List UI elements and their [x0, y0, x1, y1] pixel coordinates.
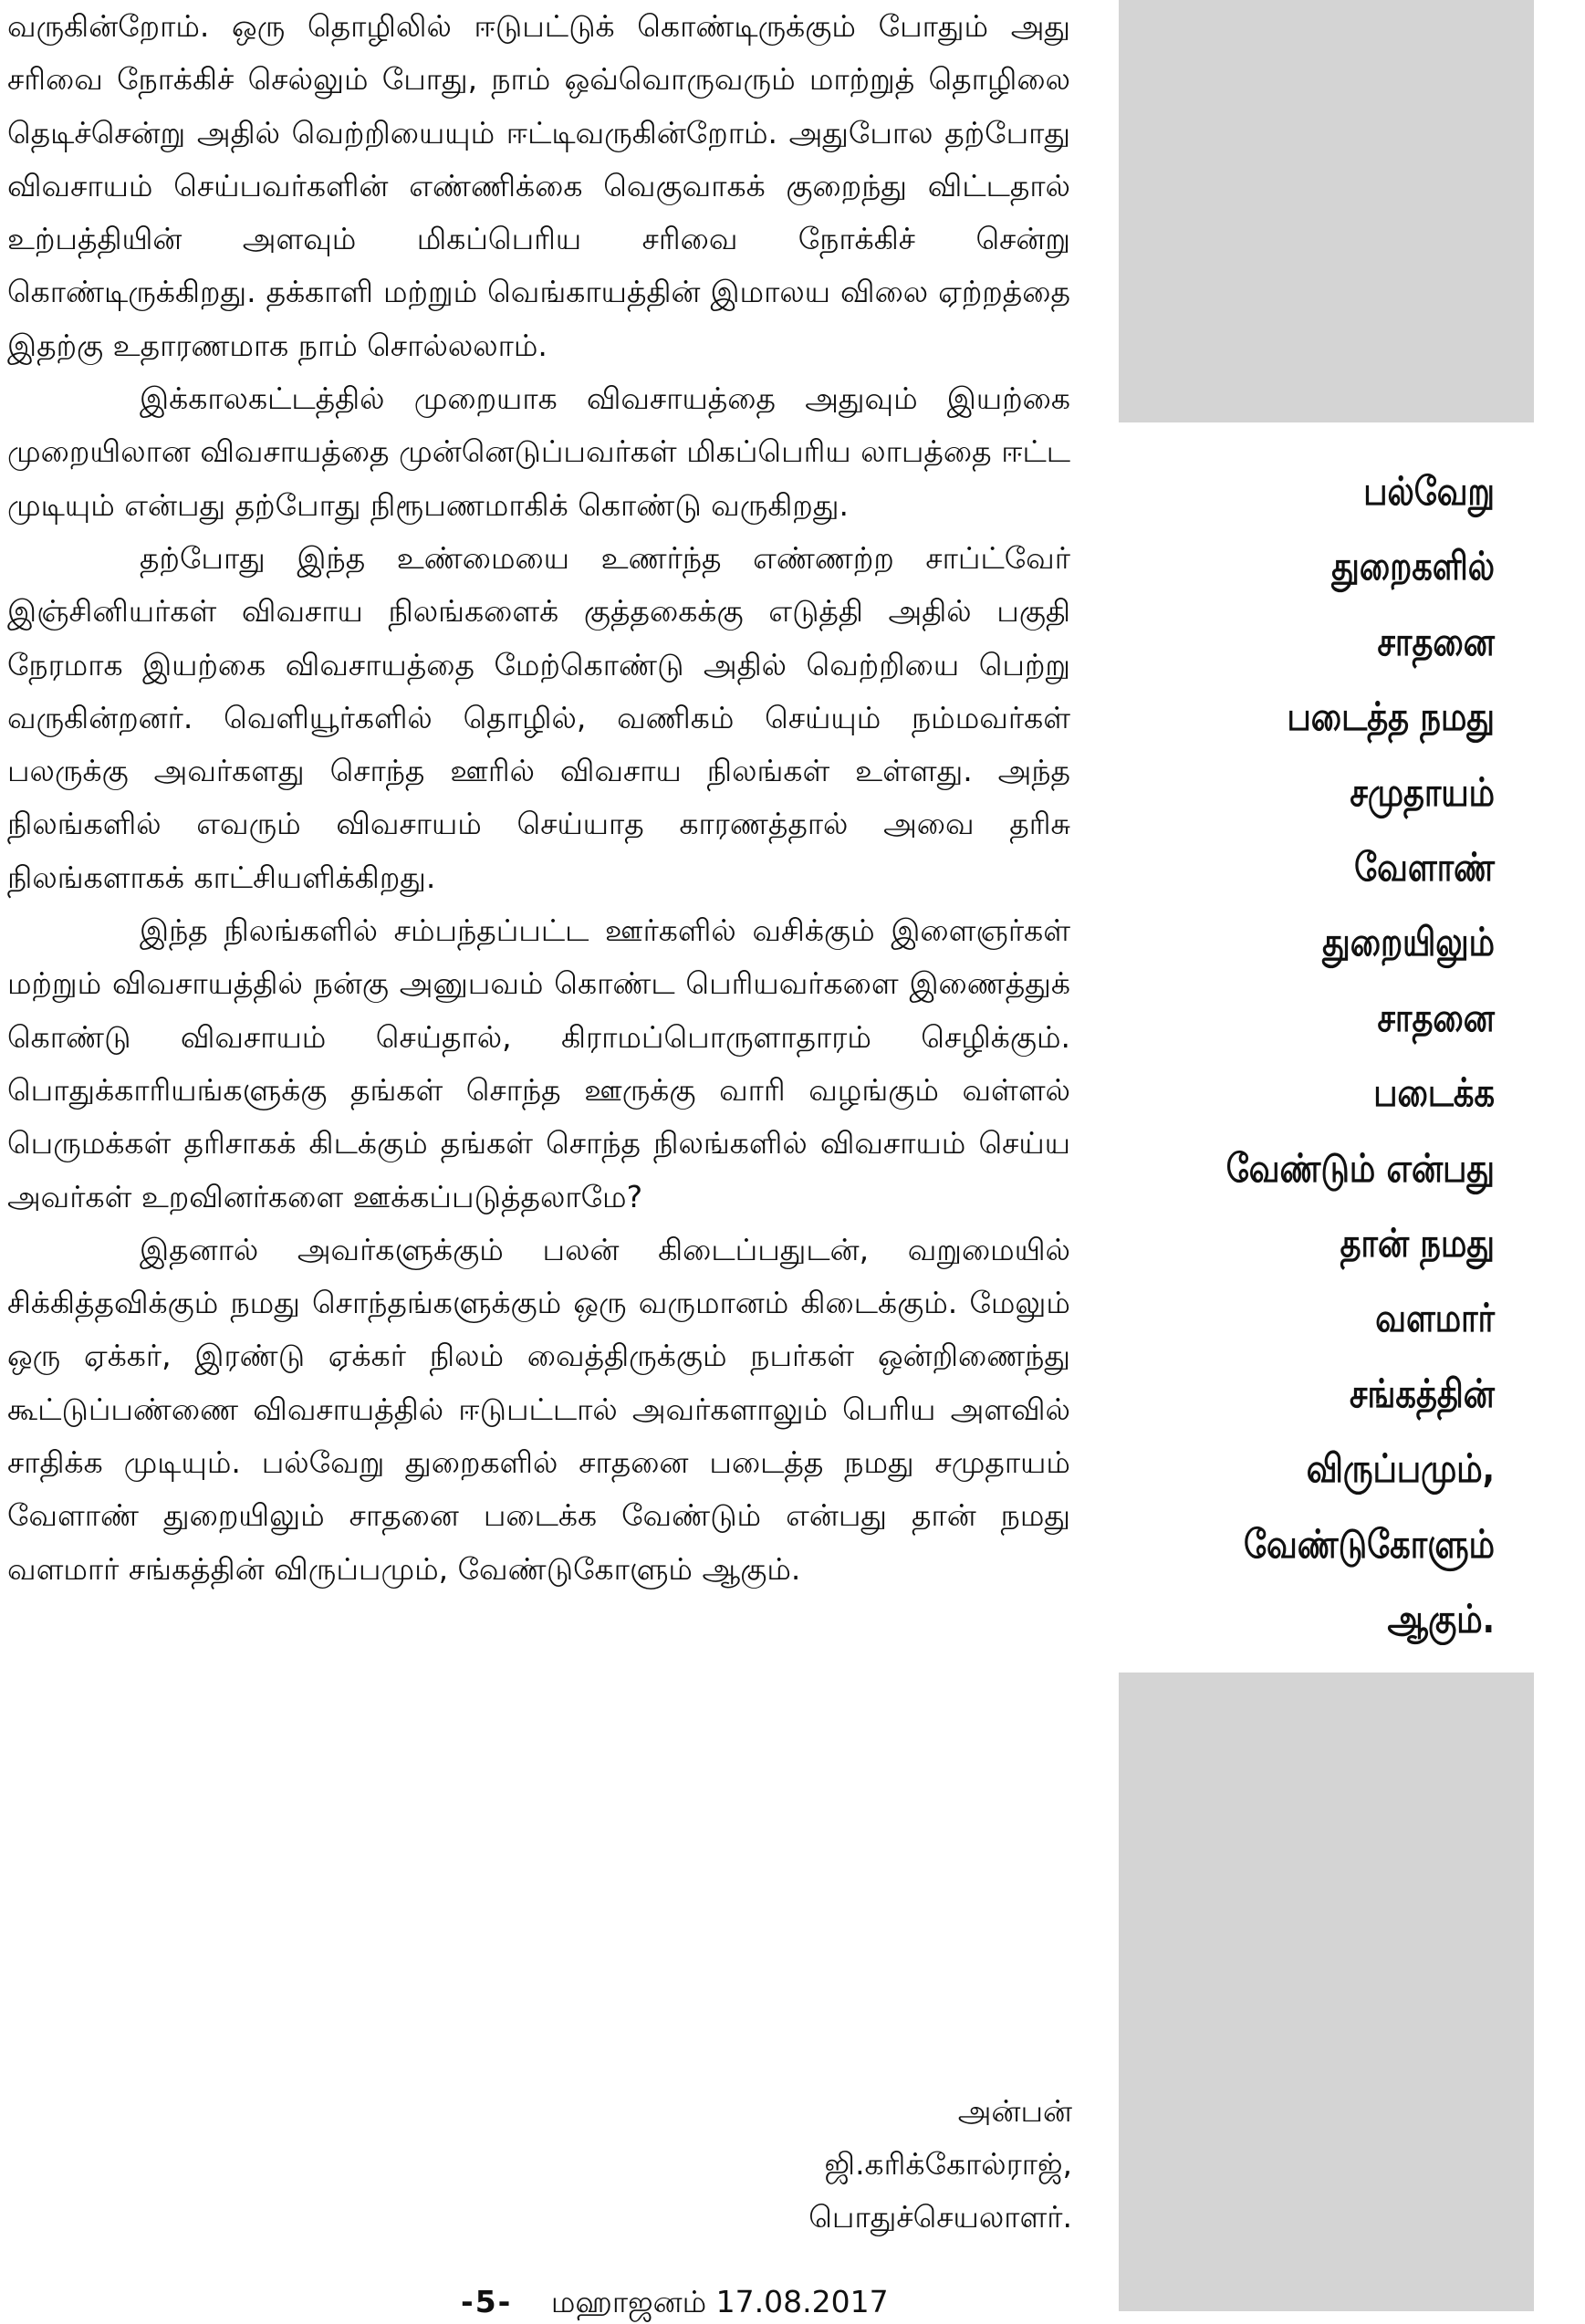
pull-quote-line: விருப்பமும்,: [1306, 1446, 1495, 1493]
signature-designation: பொதுச்செயலாளர்.: [808, 2199, 1072, 2235]
signature-name: ஜி.கரிக்கோல்ராஜ்,: [824, 2146, 1072, 2182]
pull-quote-line: ஆகும்.: [1387, 1597, 1495, 1643]
pull-quote-line: படைத்த நமது: [1287, 694, 1495, 741]
article-paragraph: வருகின்றோம். ஒரு தொழிலில் ஈடுபட்டுக் கொண்டிருக்கும் போதும் அது சரிவை நோக்கிச் செல்லும் போது, நாம் ஒவ்வொருவரும் மாற்றுத் தொழிலை தெடிச்சென்று அதில் வெற்றியையும் ஈட்டிவருகின்றோம். அதுபோல தற்போது விவசாயம் செய்பவர்களின் எண்ணிக்கை வெகுவாகக் குறைந்து விட்டதால் உற்பத்தியின் அளவும் மிகப்பெரிய சரிவை நோக்கிச் சென்று கொண்டிருக்கிறது. தக்காளி மற்றும் வெங்காயத்தின் இமாலய விலை ஏற்றத்தை இதற்கு உதாரணமாக நாம் சொல்லலாம்.: [7, 8, 1070, 363]
page-footer: [461, 2284, 889, 2324]
pull-quote-line: துறைகளில்: [1331, 544, 1495, 590]
article-paragraph: தற்போது இந்த உண்மையை உணர்ந்த எண்ணற்ற சாப்ட்வேர் இஞ்சினியர்கள் விவசாய நிலங்களைக் குத்தகைக்கு எடுத்தி அதில் பகுதி நேரமாக இயற்கை விவசாயத்தை மேற்கொண்டு அதில் வெற்றியை பெற்று வருகின்றனர். வெளியூர்களில் தொழில், வணிகம் செய்யும் நம்மவர்கள் பலருக்கு அவர்களது சொந்த ஊரில் விவசாய நிலங்கள் உள்ளது. அந்த நிலங்களில் எவரும் விவசாயம் செய்யாத காரணத்தால் அவை தரிசு நிலங்களாகக் காட்சியளிக்கிறது.: [7, 539, 1070, 895]
article-body: [7, 0, 1070, 1596]
pull-quote-line: தான் நமது: [1340, 1221, 1495, 1267]
publication-info: மஹாஜனம் 17.08.2017: [550, 2284, 889, 2319]
pull-quote-line: வளமார்: [1375, 1296, 1495, 1342]
pull-quote-line: படைக்க: [1373, 1070, 1495, 1117]
pull-quote-line: சமுதாயம்: [1350, 769, 1495, 816]
article-paragraph: இதனால் அவர்களுக்கும் பலன் கிடைப்பதுடன், வறுமையில் சிக்கித்தவிக்கும் நமது சொந்தங்களுக்கும் ஒரு வருமானம் கிடைக்கும். மேலும் ஒரு ஏக்கர், இரண்டு ஏக்கர் நிலம் வைத்திருக்கும் நபர்கள் ஒன்றிணைந்து கூட்டுப்பண்ணை விவசாயத்தில் ஈடுபட்டால் அவர்களாலும் பெரிய அளவில் சாதிக்க முடியும். பல்வேறு துறைகளில் சாதனை படைத்த நமது சமுதாயம் வேளாண் துறையிலும் சாதனை படைக்க வேண்டும் என்பது தான் நமது வளமார் சங்கத்தின் விருப்பமும், வேண்டுகோளும் ஆகும்.: [7, 1231, 1070, 1587]
pull-quote-line: சாதனை: [1377, 619, 1495, 665]
grey-panel-bottom: [1119, 1673, 1534, 2311]
pull-quote-line: சாதனை: [1377, 995, 1495, 1041]
pull-quote: [1174, 454, 1495, 1658]
grey-panel-top: [1119, 0, 1534, 422]
signature-block: [808, 2085, 1072, 2244]
pull-quote-line: துறையிலும்: [1322, 920, 1495, 966]
pull-quote-line: பல்வேறு: [1363, 469, 1495, 515]
article-paragraph: இக்காலகட்டத்தில் முறையாக விவசாயத்தை அதுவும் இயற்கை முறையிலான விவசாயத்தை முன்னெடுப்பவர்கள் மிகப்பெரிய லாபத்தை ஈட்ட முடியும் என்பது தற்போது நிரூபணமாகிக் கொண்டு வருகிறது.: [7, 380, 1070, 523]
pull-quote-line: வேண்டும் என்பது: [1225, 1145, 1495, 1192]
page-number: -5-: [461, 2284, 513, 2319]
pull-quote-line: சங்கத்தின்: [1349, 1370, 1495, 1417]
signature-salutation: அன்பன்: [957, 2093, 1072, 2129]
sidebar: [1104, 0, 1526, 2308]
pull-quote-line: வேண்டுகோளும்: [1244, 1521, 1495, 1568]
pull-quote-line: வேளாண்: [1354, 845, 1495, 891]
article-paragraph: இந்த நிலங்களில் சம்பந்தப்பட்ட ஊர்களில் வசிக்கும் இளைஞர்கள் மற்றும் விவசாயத்தில் நன்கு அனுபவம் கொண்ட பெரியவர்களை இணைத்துக் கொண்டு விவசாயம் செய்தால், கிராமப்பொருளாதாரம் செழிக்கும். பொதுக்காரியங்களுக்கு தங்கள் சொந்த ஊருக்கு வாரி வழங்கும் வள்ளல் பெருமக்கள் தரிசாகக் கிடக்கும் தங்கள் சொந்த நிலங்களில் விவசாயம் செய்ய அவர்கள் உறவினர்களை ஊக்கப்படுத்தலாமே?: [7, 912, 1070, 1214]
